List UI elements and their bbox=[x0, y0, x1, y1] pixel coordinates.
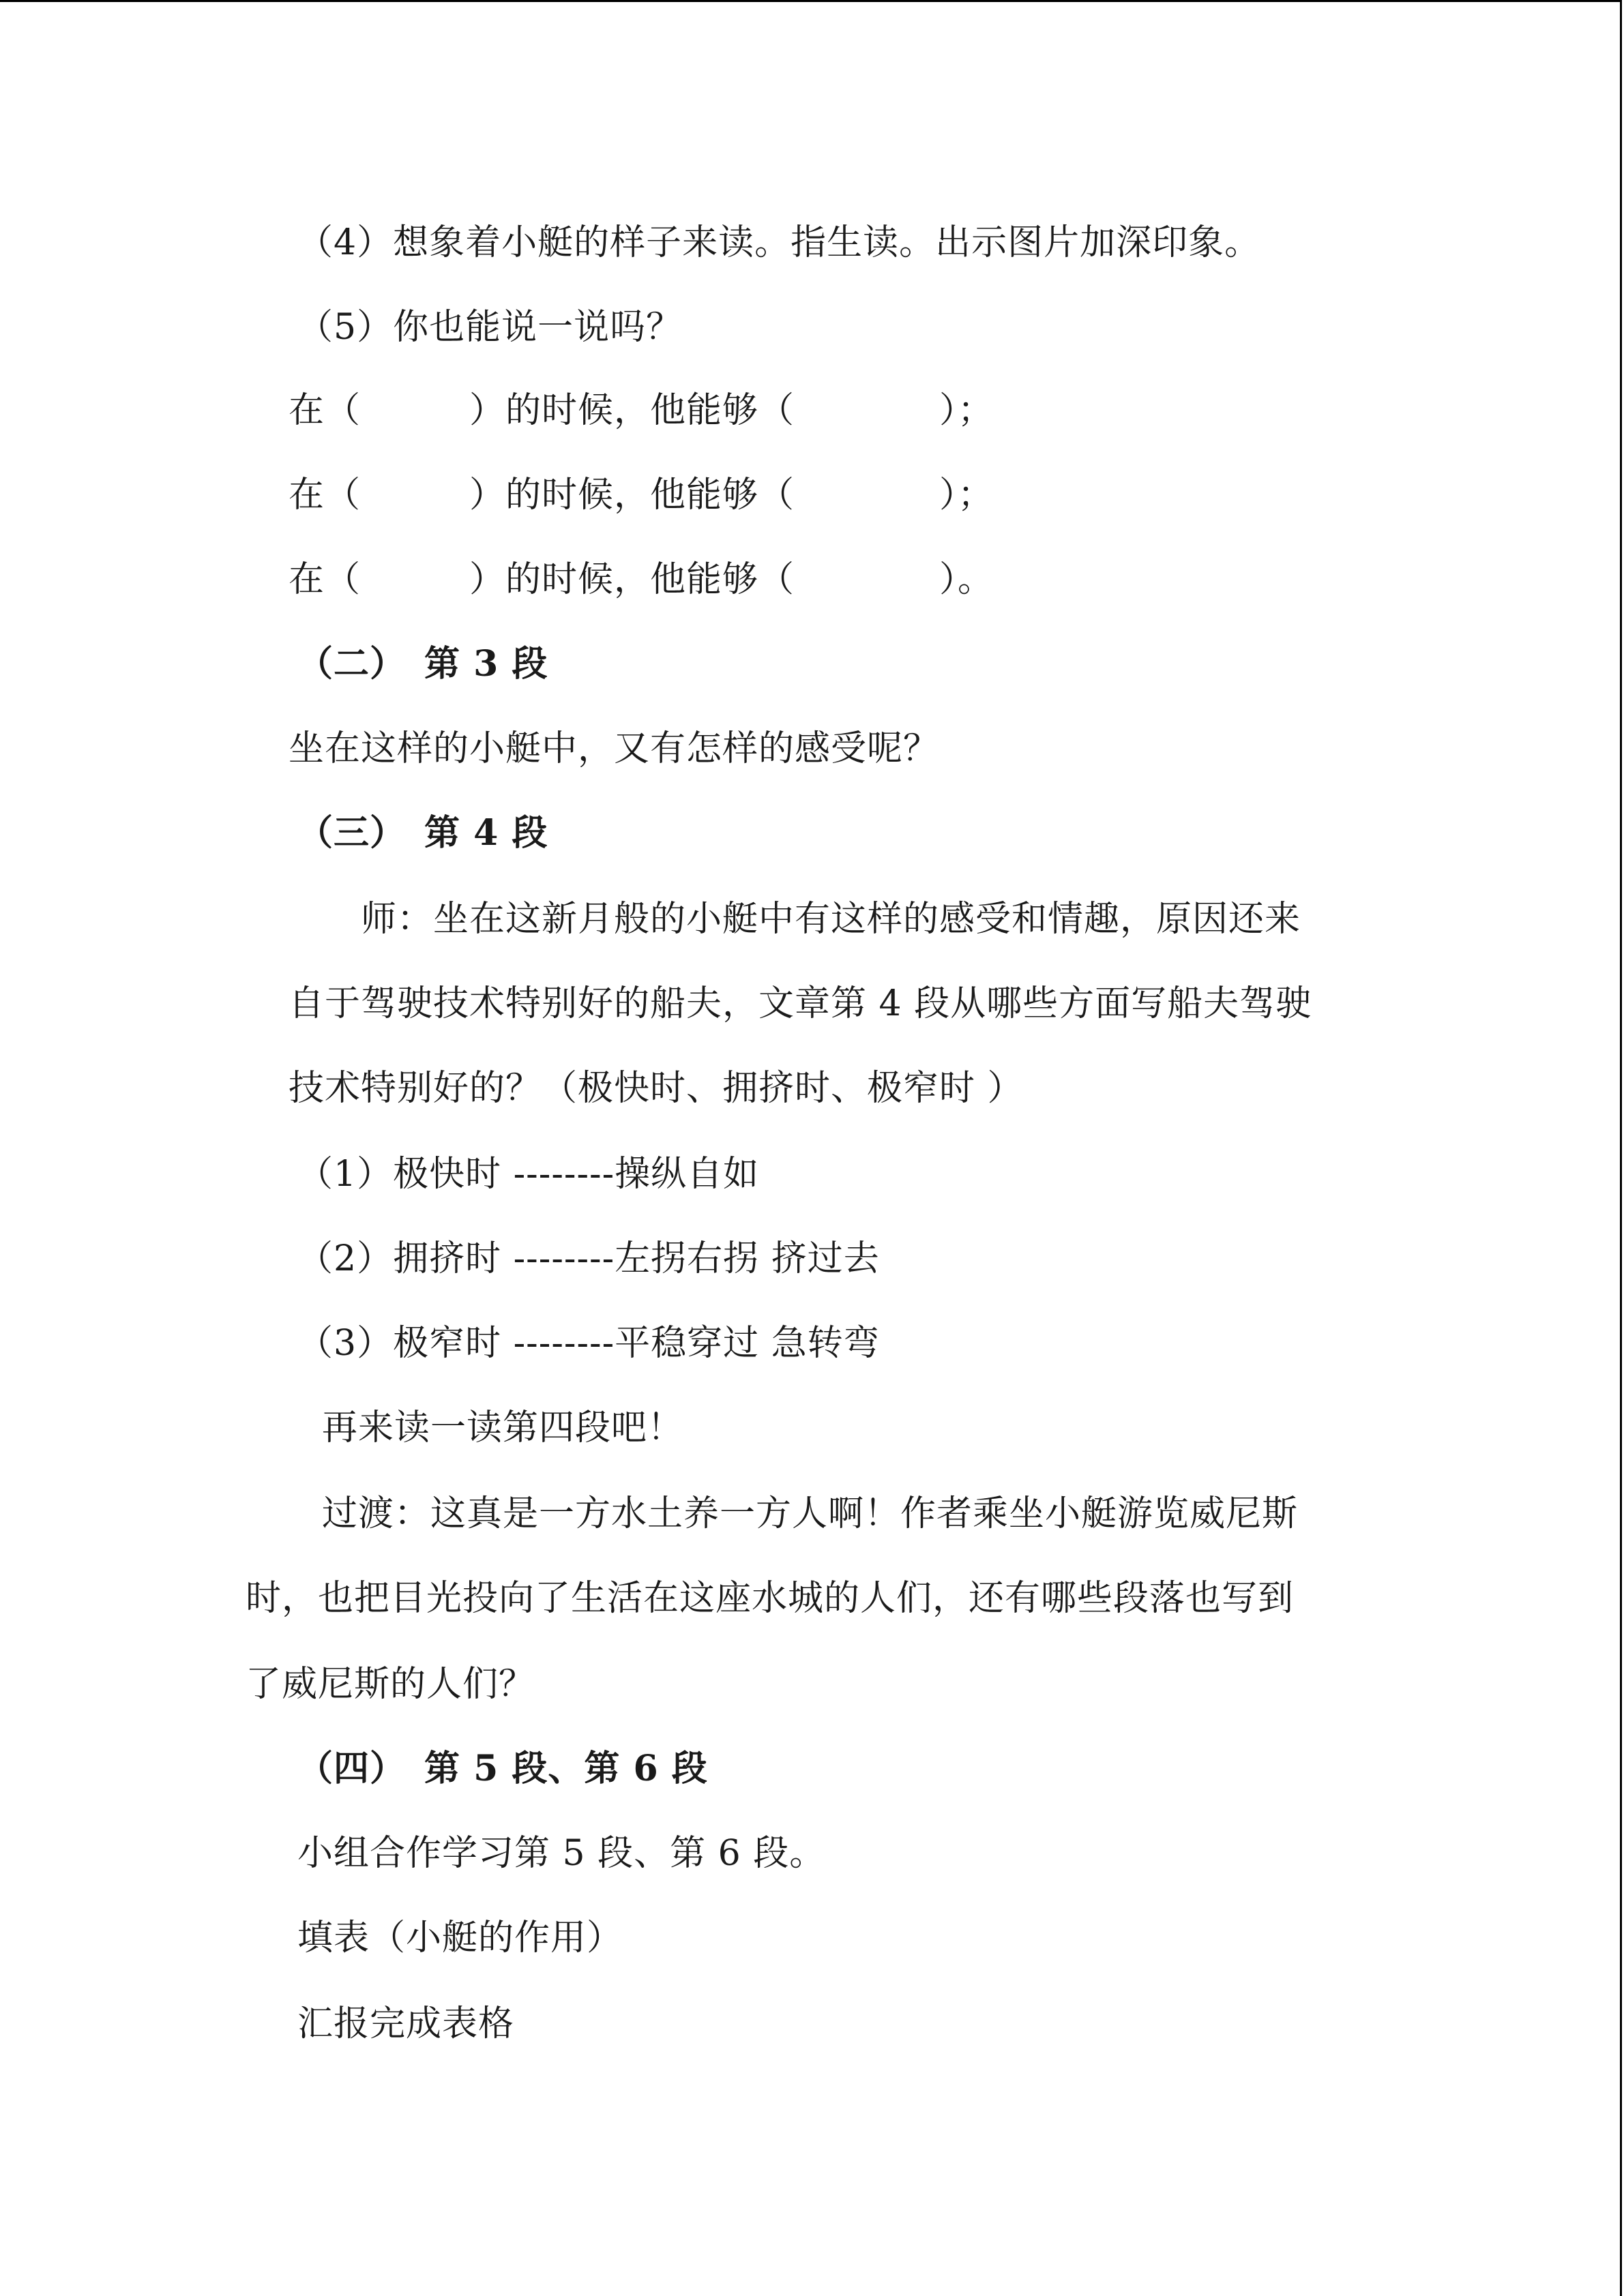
text-line-18: 了威尼斯的人们？ bbox=[246, 1664, 535, 1705]
text-line-16: 过渡：这真是一方水土养一方人啊！作者乘坐小艇游览威尼斯 bbox=[322, 1493, 1299, 1534]
text-line-21: 填表（小艇的作用） bbox=[297, 1918, 623, 1958]
text-line-11: 技术特别好的？（极快时、拥挤时、极窄时 ） bbox=[289, 1068, 1024, 1109]
text-line-2: （5）你也能说一说吗？ bbox=[297, 307, 683, 348]
text-line-15: 再来读一读第四段吧！ bbox=[322, 1407, 684, 1448]
section-heading-3: （三） 第 4 段 bbox=[297, 812, 548, 854]
text-line-3: 在（ ）的时候，他能够（ ）； bbox=[289, 390, 994, 431]
text-line-17: 时，也把目光投向了生活在这座水城的人们，还有哪些段落也写到 bbox=[246, 1578, 1295, 1619]
text-line-13: （2）拥挤时 --------左拐右拐 挤过去 bbox=[297, 1238, 880, 1279]
text-line-14: （3）极窄时 --------平稳穿过 急转弯 bbox=[297, 1323, 880, 1364]
text-line-4: 在（ ）的时候，他能够（ ）； bbox=[289, 475, 994, 516]
text-line-20: 小组合作学习第 5 段、第 6 段。 bbox=[297, 1833, 826, 1874]
text-line-5: 在（ ）的时候，他能够（ ）。 bbox=[289, 559, 994, 600]
text-line-7: 坐在这样的小艇中，又有怎样的感受呢？ bbox=[289, 728, 940, 769]
section-heading-4: （四） 第 5 段、第 6 段 bbox=[297, 1748, 708, 1789]
text-line-12: （1）极快时 --------操纵自如 bbox=[297, 1154, 760, 1195]
text-line-22: 汇报完成表格 bbox=[297, 2003, 515, 2044]
text-line-1: （4）想象着小艇的样子来读。指生读。出示图片加深印象。 bbox=[297, 222, 1261, 263]
text-line-9: 师：坐在这新月般的小艇中有这样的感受和情趣，原因还来 bbox=[289, 899, 1301, 940]
section-heading-2: （二） 第 3 段 bbox=[297, 643, 548, 685]
text-line-10: 自于驾驶技术特别好的船夫，文章第 4 段从哪些方面写船夫驾驶 bbox=[289, 983, 1312, 1024]
